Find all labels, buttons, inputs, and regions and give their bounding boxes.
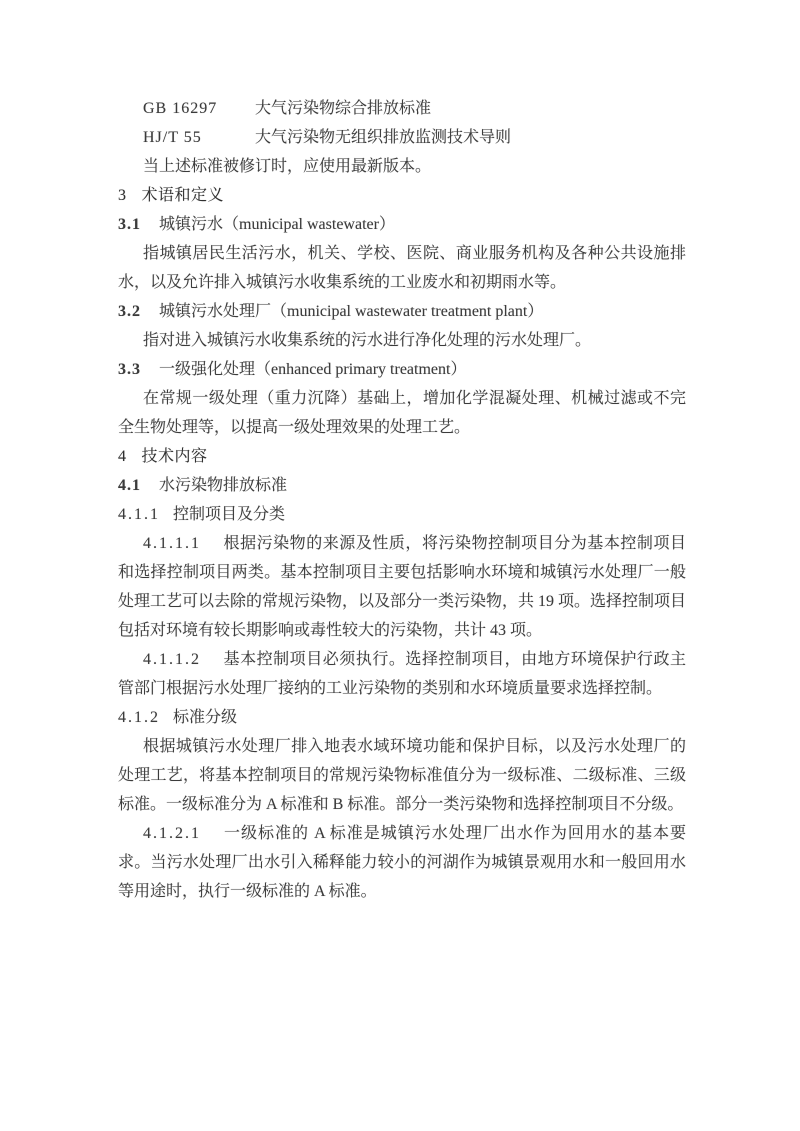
document-content (118, 94, 686, 906)
clause-title: 水污染物排放标准 (159, 477, 288, 494)
clause-title: 一级强化处理（enhanced primary treatment） (159, 361, 467, 378)
reference-title: 大气污染物综合排放标准 (255, 100, 432, 117)
clause-text: 基本控制项目必须执行。选择控制项目，由地方环境保护行政主管部门根据污水处理厂接纳的工业污染物的类别和水环境质量要求选择控制。 (118, 651, 686, 697)
clause-3-1-heading (118, 210, 686, 239)
clause-4-1-heading (118, 471, 686, 500)
section-number: 4 (118, 448, 127, 465)
clause-4-1-2-heading (118, 703, 686, 732)
clause-title: 标准分级 (173, 709, 238, 726)
revision-note: 当上述标准被修订时，应使用最新版本。 (143, 158, 432, 175)
clause-number: 4.1.1.1 (143, 535, 201, 552)
clause-4-1-2-1 (118, 819, 686, 906)
clause-number: 4.1.2 (118, 709, 160, 726)
clause-title: 控制项目及分类 (173, 506, 286, 523)
clause-4-1-1-2 (118, 645, 686, 703)
clause-number: 4.1 (118, 477, 141, 494)
section-title: 技术内容 (141, 448, 208, 465)
clause-4-1-1-heading (118, 500, 686, 529)
clause-3-2-body: 指对进入城镇污水收集系统的污水进行净化处理的污水处理厂。 (143, 332, 592, 349)
clause-number: 3.3 (118, 361, 141, 378)
section-number: 3 (118, 187, 127, 204)
clause-3-3-body: 在常规一级处理（重力沉降）基础上，增加化学混凝处理、机械过滤或不完全生物处理等，以提高一级处理效果的处理工艺。 (118, 390, 686, 436)
clause-3-2-heading (118, 297, 686, 326)
reference-line (118, 123, 686, 152)
clause-3-3-heading (118, 355, 686, 384)
reference-title: 大气污染物无组织排放监测技术导则 (255, 129, 512, 146)
section-title: 术语和定义 (141, 187, 225, 204)
clause-number: 4.1.2.1 (143, 825, 201, 842)
clause-number: 4.1.1.2 (143, 651, 201, 668)
clause-text: 根据污染物的来源及性质，将污染物控制项目分为基本控制项目和选择控制项目两类。基本控制项目主要包括影响水环境和城镇污水处理厂一般处理工艺可以去除的常规污染物，以及部分一类污染物，共 19 项。选择控制项目包括对环境有较长期影响或毒性较大的污染物，共计 43 项。 (118, 535, 687, 639)
clause-3-1-body: 指城镇居民生活污水，机关、学校、医院、商业服务机构及各种公共设施排水，以及允许排入城镇污水收集系统的工业废水和初期雨水等。 (118, 245, 686, 291)
section-3-heading (118, 181, 686, 210)
clause-number: 3.1 (118, 216, 141, 233)
clause-title: 城镇污水（municipal wastewater） (159, 216, 395, 233)
clause-title: 城镇污水处理厂（municipal wastewater treatment plant） (159, 303, 544, 320)
clause-number: 3.2 (118, 303, 141, 320)
reference-line (118, 94, 686, 123)
section-4-heading (118, 442, 686, 471)
reference-code: GB 16297 (143, 100, 218, 117)
clause-number: 4.1.1 (118, 506, 160, 523)
clause-4-1-2-body: 根据城镇污水处理厂排入地表水域环境功能和保护目标，以及污水处理厂的处理工艺，将基本控制项目的常规污染物标准值分为一级标准、二级标准、三级标准。一级标准分为 A 标准和 B 标准。部分一类污染物和选择控制项目不分级。 (118, 738, 686, 813)
reference-code: HJ/T 55 (143, 129, 202, 146)
clause-text: 一级标准的 A 标准是城镇污水处理厂出水作为回用水的基本要求。当污水处理厂出水引入稀释能力较小的河湖作为城镇景观用水和一般回用水等用途时，执行一级标准的 A 标准。 (118, 825, 686, 900)
clause-4-1-1-1 (118, 529, 686, 645)
